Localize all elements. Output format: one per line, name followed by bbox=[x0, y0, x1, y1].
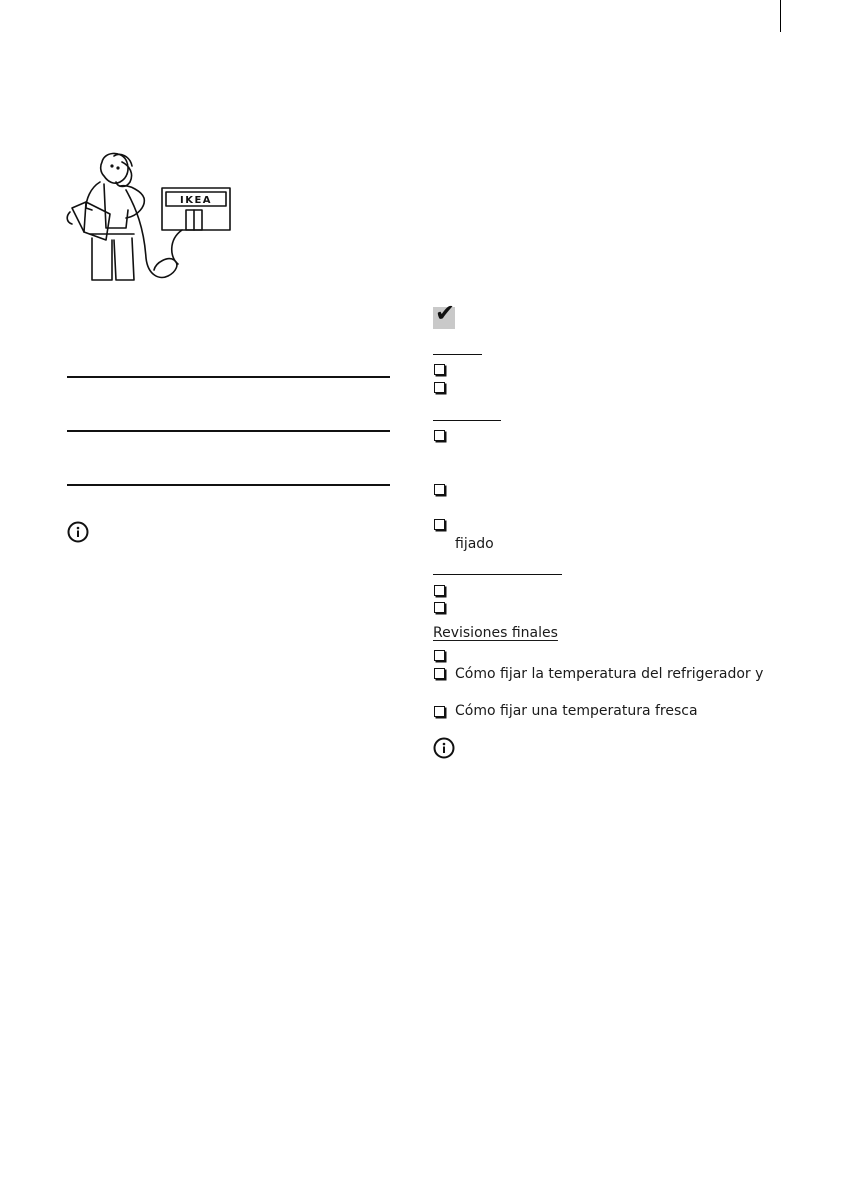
section-underline-3 bbox=[433, 574, 562, 575]
checkbox-icon[interactable] bbox=[434, 430, 445, 441]
checkbox-icon[interactable] bbox=[434, 706, 445, 717]
checkbox-icon[interactable] bbox=[434, 650, 445, 661]
checkbox-icon[interactable] bbox=[434, 519, 445, 530]
ikea-support-illustration bbox=[64, 148, 240, 288]
checkbox-icon[interactable] bbox=[434, 602, 445, 613]
info-icon bbox=[67, 521, 89, 547]
checkbox-icon[interactable] bbox=[434, 382, 445, 393]
crop-mark bbox=[0, 0, 842, 1]
info-icon bbox=[433, 737, 455, 763]
checkbox-icon[interactable] bbox=[434, 585, 445, 596]
divider-line-2 bbox=[67, 430, 390, 432]
checkbox-icon[interactable] bbox=[434, 364, 445, 375]
section-underline-1 bbox=[433, 354, 482, 355]
check-icon: ✔ bbox=[435, 299, 456, 327]
divider-line-1 bbox=[67, 376, 390, 378]
ikea-sign-text: IKEA bbox=[179, 195, 213, 206]
divider-line-3 bbox=[67, 484, 390, 486]
section-underline-2 bbox=[433, 420, 501, 421]
checkbox-icon[interactable] bbox=[434, 484, 445, 495]
checklist-item-text: fijado bbox=[455, 536, 494, 552]
checklist-item-text: Cómo fijar una temperatura fresca bbox=[455, 703, 698, 719]
final-checks-heading: Revisiones finales bbox=[433, 625, 558, 641]
checkbox-icon[interactable] bbox=[434, 668, 445, 679]
checklist-item-text: Cómo fijar la temperatura del refrigerador y bbox=[455, 666, 764, 682]
